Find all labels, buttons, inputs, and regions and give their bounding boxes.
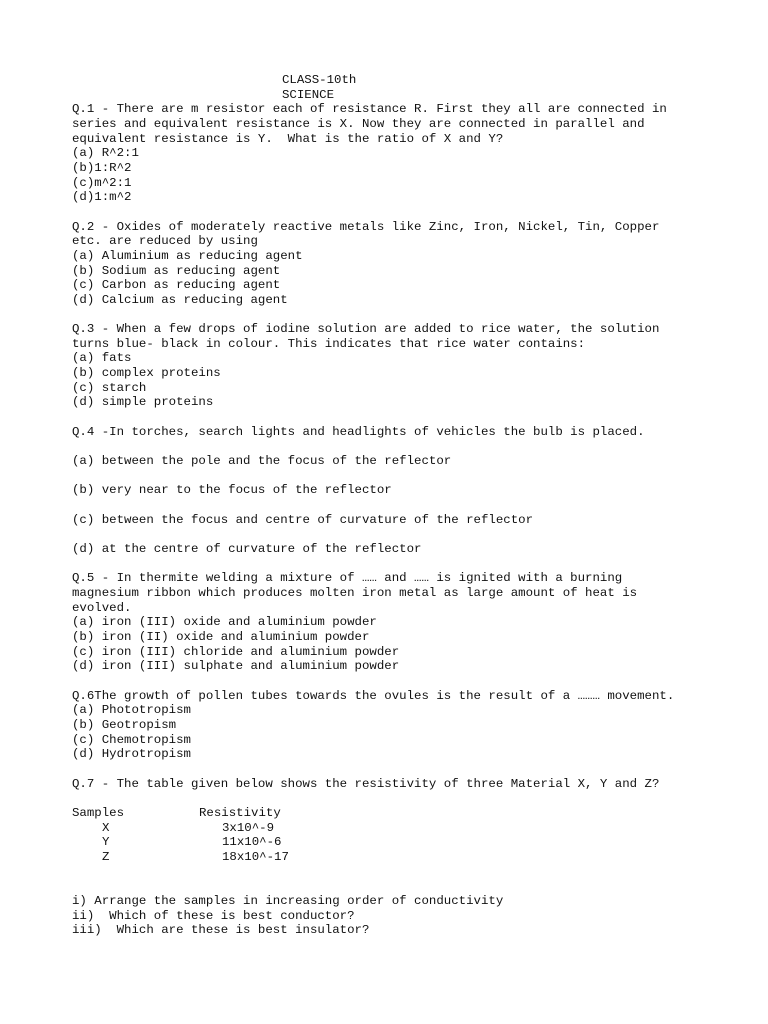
question-2-option-c: (c) Carbon as reducing agent: [72, 278, 281, 292]
question-2-option-a: (a) Aluminium as reducing agent: [72, 249, 303, 263]
question-1-line-2: series and equivalent resistance is X. Now they are connected in parallel and: [72, 117, 645, 131]
question-6-option-d: (d) Hydrotropism: [72, 747, 191, 761]
question-3-line-1: Q.3 - When a few drops of iodine solution are added to rice water, the solution: [72, 322, 660, 336]
question-1-line-3: equivalent resistance is Y. What is the ratio of X and Y?: [72, 132, 504, 146]
question-1-option-a: (a) R^2:1: [72, 146, 139, 160]
question-3-option-a: (a) fats: [72, 351, 132, 365]
question-6-option-c: (c) Chemotropism: [72, 733, 191, 747]
question-4-option-d: (d) at the centre of curvature of the reflector: [72, 542, 422, 556]
class-heading: CLASS-10th: [282, 73, 357, 87]
subquestion-2: ii) Which of these is best conductor?: [72, 909, 355, 923]
table-cell-resistivity: 18x10^-17: [222, 850, 289, 864]
subquestion-3: iii) Which are these is best insulator?: [72, 923, 370, 937]
question-5-option-d: (d) iron (III) sulphate and aluminium powder: [72, 659, 400, 673]
question-3-option-b: (b) complex proteins: [72, 366, 221, 380]
question-4-option-a: (a) between the pole and the focus of the reflector: [72, 454, 452, 468]
subquestion-1: i) Arrange the samples in increasing order of conductivity: [72, 894, 504, 908]
table-cell-resistivity: 3x10^-9: [222, 821, 275, 835]
question-2-option-d: (d) Calcium as reducing agent: [72, 293, 288, 307]
question-6-line-1: Q.6The growth of pollen tubes towards the ovules is the result of a ……… movement.: [72, 689, 675, 703]
table-cell-sample: Z: [102, 850, 110, 864]
subject-heading: SCIENCE: [282, 88, 335, 102]
question-4-option-c: (c) between the focus and centre of curvature of the reflector: [72, 513, 534, 527]
question-4-option-b: (b) very near to the focus of the reflector: [72, 483, 392, 497]
question-1-option-d: (d)1:m^2: [72, 190, 132, 204]
question-6-option-a: (a) Phototropism: [72, 703, 191, 717]
question-5-line-1: Q.5 - In thermite welding a mixture of …… and …… is ignited with a burning: [72, 571, 623, 585]
question-5-line-3: evolved.: [72, 601, 132, 615]
question-7-line-1: Q.7 - The table given below shows the resistivity of three Material X, Y and Z?: [72, 777, 660, 791]
question-5-option-b: (b) iron (II) oxide and aluminium powder: [72, 630, 370, 644]
question-1-option-b: (b)1:R^2: [72, 161, 132, 175]
question-5-option-a: (a) iron (III) oxide and aluminium powder: [72, 615, 377, 629]
question-2-line-2: etc. are reduced by using: [72, 234, 258, 248]
question-3-option-c: (c) starch: [72, 381, 147, 395]
question-3-option-d: (d) simple proteins: [72, 395, 214, 409]
table-cell-resistivity: 11x10^-6: [222, 835, 282, 849]
question-3-line-2: turns blue- black in colour. This indicates that rice water contains:: [72, 337, 586, 351]
question-2-option-b: (b) Sodium as reducing agent: [72, 264, 281, 278]
table-header-resistivity: Resistivity: [199, 806, 281, 820]
question-1-line-1: Q.1 - There are m resistor each of resistance R. First they all are connected in: [72, 102, 667, 116]
question-5-line-2: magnesium ribbon which produces molten iron metal as large amount of heat is: [72, 586, 638, 600]
question-5-option-c: (c) iron (III) chloride and aluminium powder: [72, 645, 400, 659]
question-6-option-b: (b) Geotropism: [72, 718, 177, 732]
question-1-option-c: (c)m^2:1: [72, 176, 132, 190]
table-header-samples: Samples: [72, 806, 125, 820]
table-cell-sample: X: [102, 821, 110, 835]
table-cell-sample: Y: [102, 835, 110, 849]
question-2-line-1: Q.2 - Oxides of moderately reactive metals like Zinc, Iron, Nickel, Tin, Copper: [72, 220, 660, 234]
question-4-line-1: Q.4 -In torches, search lights and headlights of vehicles the bulb is placed.: [72, 425, 645, 439]
